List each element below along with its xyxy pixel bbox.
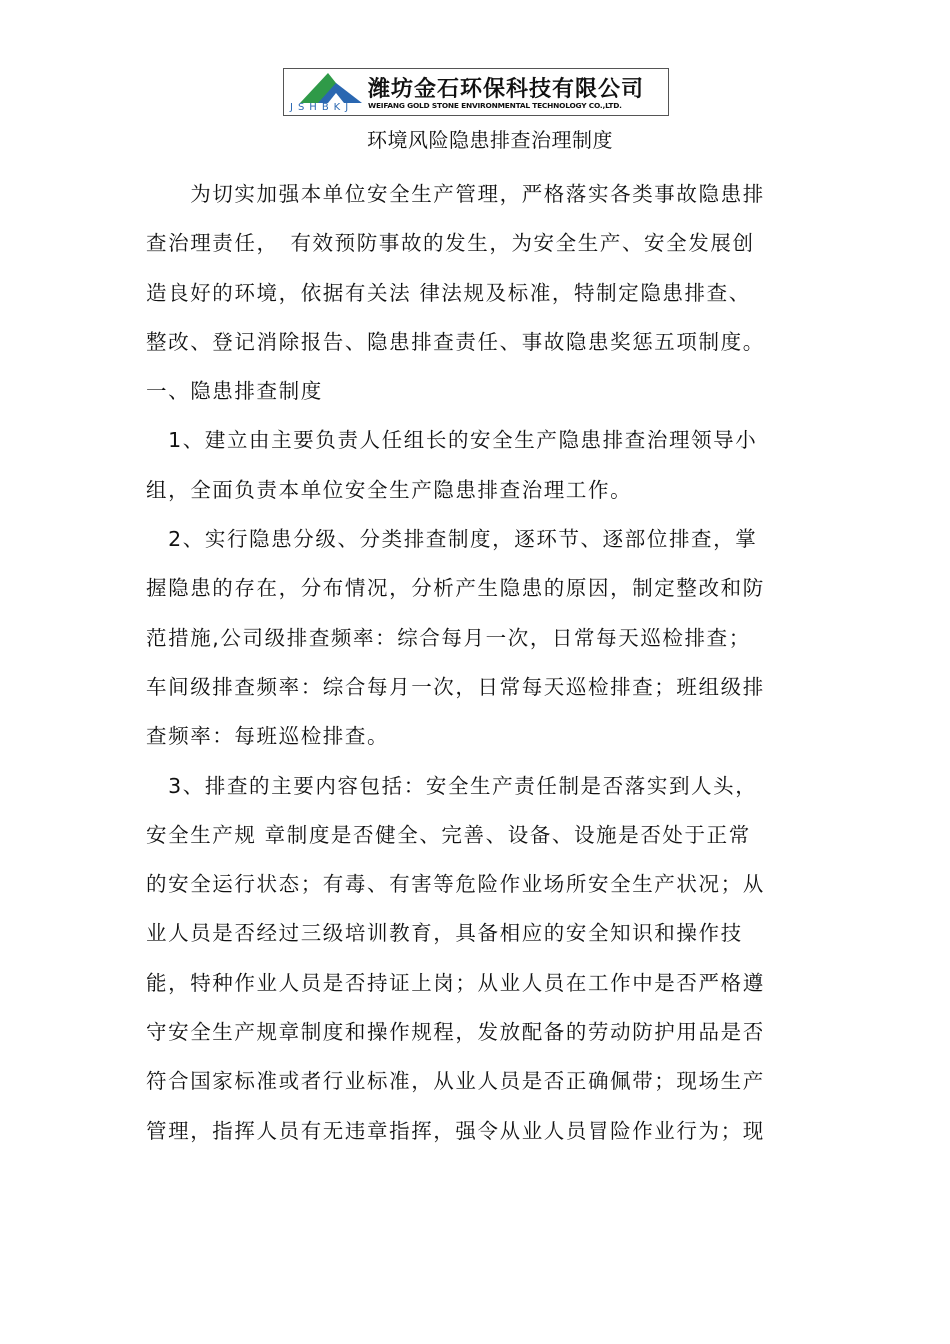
text-line: 查治理责任， 有效预防事故的发生，为安全生产、安全发展创 bbox=[146, 231, 755, 256]
company-logo-icon bbox=[288, 71, 366, 105]
text-line: 为切实加强本单位安全生产管理，严格落实各类事故隐患排 bbox=[146, 182, 765, 206]
letterhead bbox=[283, 68, 669, 116]
text-line: 一、隐患排查制度 bbox=[146, 379, 323, 404]
text-line: 组，全面负责本单位安全生产隐患排查治理工作。 bbox=[146, 477, 633, 502]
text-line: 车间级排查频率：综合每月一次，日常每天巡检排查；班组级排 bbox=[146, 674, 765, 699]
text-line: 安全生产规 章制度是否健全、完善、设备、设施是否处于正常 bbox=[146, 822, 751, 847]
text-line: 能，特种作业人员是否持证上岗；从业人员在工作中是否严格遵 bbox=[146, 970, 765, 995]
text-line: 造良好的环境，依据有关法 律法规及标准，特制定隐患排查、 bbox=[146, 280, 751, 305]
logo-letters: JSHBKJ bbox=[290, 102, 354, 113]
text-line: 符合国家标准或者行业标准，从业人员是否正确佩带；现场生产 bbox=[146, 1069, 765, 1094]
document-body bbox=[146, 170, 806, 1156]
text-line: 3、排查的主要内容包括：安全生产责任制是否落实到人头， bbox=[146, 773, 758, 798]
text-line: 整改、登记消除报告、隐患排查责任、事故隐患奖惩五项制度。 bbox=[146, 329, 765, 354]
text-line: 握隐患的存在，分布情况，分析产生隐患的原因，制定整改和防 bbox=[146, 576, 765, 601]
text-line: 的安全运行状态；有毒、有害等危险作业场所安全生产状况；从 bbox=[146, 872, 765, 897]
document-title: 环境风险隐患排查治理制度 bbox=[367, 128, 613, 152]
text-line: 守安全生产规章制度和操作规程，发放配备的劳动防护用品是否 bbox=[146, 1020, 765, 1045]
text-line: 2、实行隐患分级、分类排查制度，逐环节、逐部位排查，掌 bbox=[146, 527, 758, 552]
company-name-en: WEIFANG GOLD STONE ENVIRONMENTAL TECHNOLOGY CO.,LTD. bbox=[368, 101, 622, 110]
text-line: 管理，指挥人员有无违章指挥，强令从业人员冒险作业行为；现 bbox=[146, 1118, 765, 1143]
text-line: 1、建立由主要负责人任组长的安全生产隐患排查治理领导小 bbox=[146, 428, 758, 453]
text-line: 查频率：每班巡检排查。 bbox=[146, 724, 390, 749]
text-line: 业人员是否经过三级培训教育，具备相应的安全知识和操作技 bbox=[146, 921, 743, 946]
company-name-cn: 潍坊金石环保科技有限公司 bbox=[368, 77, 645, 102]
text-line: 范措施,公司级排查频率：综合每月一次，日常每天巡检排查； bbox=[146, 625, 751, 650]
